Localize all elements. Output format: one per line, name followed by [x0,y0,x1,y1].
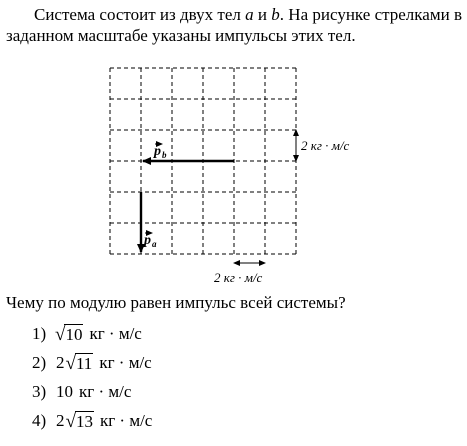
answer-unit: кг · м/с [79,381,132,401]
problem-rest: . На рисунке стрелками в заданном масштабе указаны импульсы этих тел. [6,5,462,45]
answer-options [32,319,152,435]
answer-option-3[interactable] [32,377,152,406]
body-a-label: a [245,5,254,24]
sqrt-expression [66,353,94,373]
question-text: Чему по модулю равен импульс всей системы? [6,293,346,312]
problem-statement [6,4,462,46]
radical-sign: √ [65,410,76,432]
horizontal-scale [214,263,265,285]
svg-text:b: b [162,150,167,160]
svg-text:p: p [154,144,161,159]
answer-unit: кг · м/с [99,352,152,372]
answer-unit: кг · м/с [89,323,142,343]
vertical-scale-label: 2 кг · м/с [301,138,350,153]
sqrt-expression [55,324,83,344]
vertical-scale [296,130,350,161]
horizontal-scale-label: 2 кг · м/с [214,270,263,285]
vector-pa-label [143,233,157,249]
answer-unit: кг · м/с [99,410,153,430]
body-b-label: b [271,5,280,24]
answer-value: 10 [56,381,73,401]
sqrt-expression [66,411,94,431]
radical-sign: √ [65,352,76,374]
answer-number: 4 ) [32,411,54,431]
problem-intro: Система состоит из двух тел [34,5,246,24]
radical-sign: √ [55,323,66,345]
svg-text:a: a [152,239,157,249]
radicand: 10 [65,324,83,344]
answer-number: 1 ) [32,324,54,344]
vector-pb-label [153,144,167,160]
momentum-diagram [100,66,370,288]
momentum-diagram-svg [100,66,370,288]
answer-option-1[interactable] [32,319,152,348]
answer-option-4[interactable] [32,406,152,435]
svg-text:p: p [144,233,151,248]
answer-number: 3 ) [32,382,54,402]
answer-coefficient: 2 [56,410,65,430]
radicand: 13 [75,411,93,431]
answer-option-2[interactable] [32,348,152,377]
problem-conjunction: и [253,5,272,24]
radicand: 11 [75,353,93,373]
answer-number: 2 ) [32,353,54,373]
answer-coefficient: 2 [56,352,65,372]
